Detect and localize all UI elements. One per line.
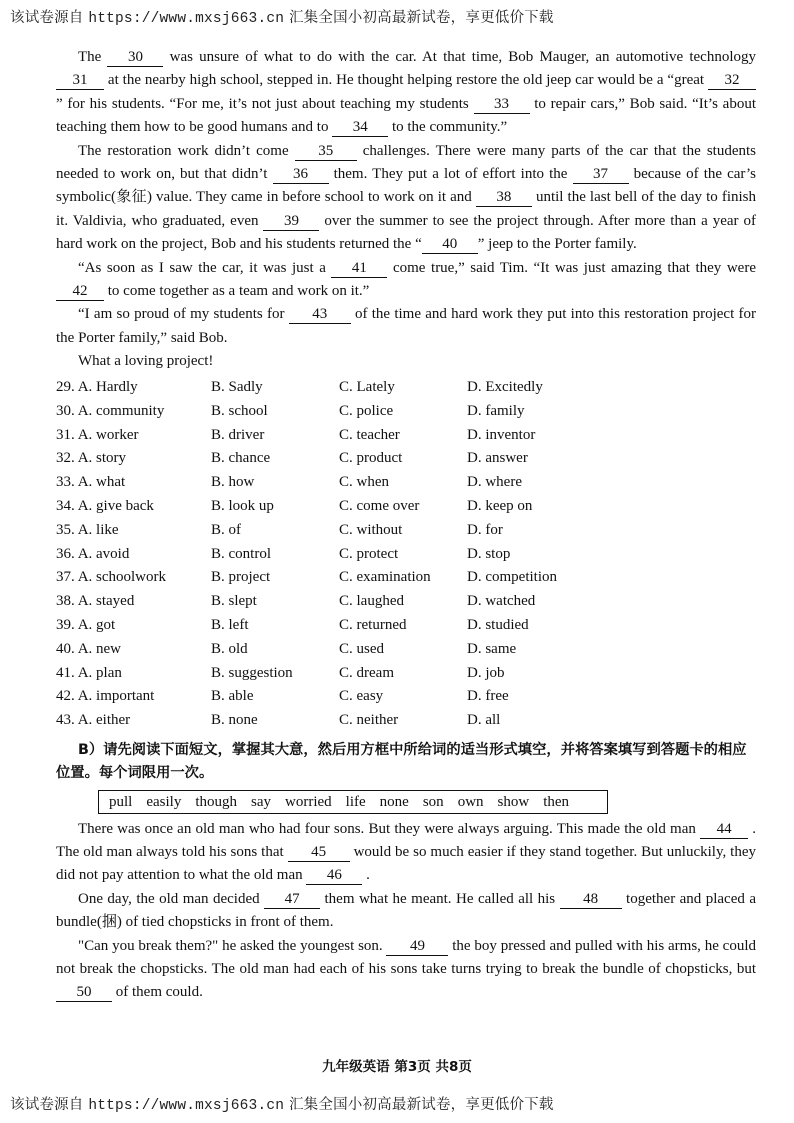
question-number: 29. bbox=[56, 379, 75, 396]
text-segment: together and placed a bundle(捆) of tied chopsticks in front of them. bbox=[56, 890, 756, 931]
option-a[interactable] bbox=[56, 403, 211, 420]
option-b[interactable]: B. control bbox=[211, 545, 271, 562]
blank-43[interactable]: 43 bbox=[289, 306, 351, 324]
blank-37[interactable]: 37 bbox=[573, 166, 629, 184]
option-a-text: A. what bbox=[77, 474, 126, 491]
option-c[interactable]: C. used bbox=[339, 640, 384, 657]
question-number: 37. bbox=[56, 569, 75, 586]
word-bank-box bbox=[98, 790, 608, 814]
section-b-label: B） bbox=[78, 741, 104, 758]
header-url[interactable]: https://www.mxsj663.cn bbox=[88, 11, 285, 27]
text-segment: over the summer to see the project through. After more than a year of hard work on the project, Bob and his students returned the “ bbox=[56, 212, 756, 253]
text-segment: ” for his students. “For me, it’s not just about teaching my students bbox=[56, 95, 474, 112]
text-segment: was unsure of what to do with the car. At that time, Bob Mauger, an automotive technology bbox=[163, 49, 756, 65]
blank-38[interactable]: 38 bbox=[476, 189, 532, 207]
page-number: 九年级英语 第3页 共8页 bbox=[322, 1059, 472, 1075]
option-c[interactable]: C. neither bbox=[339, 712, 399, 729]
option-d[interactable]: D. studied bbox=[467, 617, 529, 634]
word-bank-item: son bbox=[422, 793, 444, 810]
option-row bbox=[56, 423, 756, 447]
blank-31[interactable]: 31 bbox=[56, 72, 104, 90]
text-segment: to the community.” bbox=[388, 119, 508, 136]
option-d[interactable]: D. watched bbox=[467, 593, 536, 610]
question-number: 42. bbox=[56, 688, 75, 705]
blank-34[interactable]: 34 bbox=[332, 119, 388, 137]
options-list bbox=[56, 376, 756, 733]
option-row bbox=[56, 709, 756, 733]
question-number: 33. bbox=[56, 474, 75, 491]
footer-url[interactable]: https://www.mxsj663.cn bbox=[88, 1098, 285, 1114]
word-bank-item: life bbox=[345, 793, 366, 810]
option-b[interactable]: B. left bbox=[211, 617, 249, 634]
blank-39[interactable]: 39 bbox=[263, 213, 319, 231]
text-segment: ” jeep to the Porter family. bbox=[477, 236, 637, 253]
option-row bbox=[56, 447, 756, 471]
word-bank-item: then bbox=[543, 793, 570, 810]
option-d[interactable]: D. Excitedly bbox=[467, 379, 543, 396]
option-a[interactable] bbox=[56, 665, 211, 682]
option-d[interactable]: D. same bbox=[467, 640, 517, 657]
blank-44[interactable]: 44 bbox=[700, 821, 748, 839]
option-c[interactable]: C. Lately bbox=[339, 379, 395, 396]
option-c[interactable]: C. come over bbox=[339, 498, 420, 515]
footer-suffix: 汇集全国小初高最新试卷，享更低价下载 bbox=[284, 1097, 554, 1113]
text-segment: What a loving project! bbox=[78, 353, 214, 370]
question-number: 40. bbox=[56, 640, 75, 657]
blank-30[interactable]: 30 bbox=[107, 49, 163, 67]
option-a[interactable] bbox=[56, 569, 211, 586]
source-header bbox=[10, 6, 554, 27]
option-row bbox=[56, 590, 756, 614]
text-segment: of them could. bbox=[112, 984, 203, 1001]
text-segment: of the time and hard work they put into this restoration project for the Porter family,” said Bob. bbox=[56, 306, 756, 346]
blank-36[interactable]: 36 bbox=[273, 166, 329, 184]
text-segment: come true,” said Tim. “It was just amazing that they were bbox=[387, 259, 756, 276]
option-c[interactable]: C. returned bbox=[339, 617, 407, 634]
word-bank-item: own bbox=[457, 793, 484, 810]
option-b[interactable]: B. look up bbox=[211, 498, 274, 515]
blank-50[interactable]: 50 bbox=[56, 984, 112, 1002]
option-a-text: A. important bbox=[77, 688, 155, 705]
paragraph bbox=[56, 818, 756, 888]
option-a-text: A. story bbox=[77, 450, 127, 467]
blank-41[interactable]: 41 bbox=[331, 260, 387, 278]
text-segment: “As soon as I saw the car, it was just a bbox=[78, 259, 332, 276]
blank-33[interactable]: 33 bbox=[474, 96, 530, 114]
paragraph bbox=[56, 257, 756, 304]
text-segment: . bbox=[362, 867, 370, 884]
option-d[interactable]: D. stop bbox=[467, 545, 511, 562]
blank-45[interactable]: 45 bbox=[288, 844, 350, 862]
word-bank-item: show bbox=[497, 793, 530, 810]
option-b[interactable]: B. old bbox=[211, 640, 248, 657]
option-d[interactable]: D. all bbox=[467, 712, 501, 729]
option-b[interactable]: B. Sadly bbox=[211, 379, 263, 396]
option-b[interactable]: B. driver bbox=[211, 426, 265, 443]
option-row bbox=[56, 614, 756, 638]
paragraph bbox=[56, 350, 756, 373]
option-a[interactable] bbox=[56, 641, 211, 658]
blank-49[interactable]: 49 bbox=[386, 938, 448, 956]
question-number: 30. bbox=[56, 402, 75, 419]
option-d[interactable]: D. where bbox=[467, 474, 522, 491]
option-c[interactable]: C. teacher bbox=[339, 426, 400, 443]
header-prefix: 该试卷源自 bbox=[10, 10, 89, 26]
option-c[interactable]: C. dream bbox=[339, 664, 394, 681]
option-c[interactable]: C. examination bbox=[339, 569, 431, 586]
word-bank-item: none bbox=[379, 793, 409, 810]
option-c[interactable]: C. police bbox=[339, 402, 394, 419]
text-segment: at the nearby high school, stepped in. He thought helping restore the old jeep car would be a “great bbox=[104, 72, 708, 89]
word-bank-item: though bbox=[195, 793, 238, 810]
blank-32[interactable]: 32 bbox=[708, 72, 756, 90]
option-row bbox=[56, 471, 756, 495]
option-b[interactable]: B. suggestion bbox=[211, 664, 293, 681]
option-a[interactable] bbox=[56, 474, 211, 491]
blank-47[interactable]: 47 bbox=[264, 891, 320, 909]
option-c[interactable]: C. protect bbox=[339, 545, 399, 562]
word-bank-item: worried bbox=[285, 793, 332, 810]
option-a[interactable] bbox=[56, 427, 211, 444]
option-row bbox=[56, 399, 756, 423]
question-number: 32. bbox=[56, 450, 75, 467]
option-c[interactable]: C. without bbox=[339, 521, 403, 538]
option-row bbox=[56, 518, 756, 542]
text-segment: . The old man always told his sons that bbox=[56, 820, 757, 861]
option-a[interactable] bbox=[56, 593, 211, 610]
paragraph bbox=[56, 140, 756, 257]
blank-40[interactable]: 40 bbox=[422, 236, 478, 254]
word-bank-item: pull bbox=[109, 793, 133, 810]
option-row bbox=[56, 495, 756, 519]
option-a[interactable] bbox=[56, 546, 211, 563]
option-b[interactable]: B. slept bbox=[211, 593, 257, 610]
word-bank-item: easily bbox=[146, 793, 182, 810]
option-d[interactable]: D. for bbox=[467, 521, 503, 538]
option-b[interactable]: B. chance bbox=[211, 450, 271, 467]
option-a-text: A. worker bbox=[77, 426, 139, 443]
question-number: 34. bbox=[56, 498, 75, 515]
option-a-text: A. schoolwork bbox=[77, 569, 167, 586]
option-a[interactable] bbox=[56, 379, 211, 396]
question-number: 31. bbox=[56, 426, 75, 443]
option-row bbox=[56, 566, 756, 590]
text-segment: "Can you break them?" he asked the youngest son. bbox=[78, 937, 387, 954]
option-a-text: A. stayed bbox=[77, 593, 135, 610]
option-a[interactable] bbox=[56, 522, 211, 539]
blank-42[interactable]: 42 bbox=[56, 283, 104, 301]
option-a-text: A. plan bbox=[77, 664, 122, 681]
word-bank-item: say bbox=[251, 793, 272, 810]
option-a-text: A. avoid bbox=[77, 545, 130, 562]
option-b[interactable]: B. none bbox=[211, 712, 258, 729]
text-segment: The restoration work didn’t come bbox=[78, 142, 295, 159]
passage-b bbox=[56, 818, 756, 1005]
option-a-text: A. new bbox=[77, 640, 122, 657]
section-b-instruction bbox=[56, 739, 756, 785]
option-a[interactable] bbox=[56, 450, 211, 467]
paragraph bbox=[56, 46, 756, 140]
option-a[interactable] bbox=[56, 498, 211, 515]
paragraph bbox=[56, 888, 756, 935]
text-segment: them. They put a lot of effort into the bbox=[328, 166, 573, 183]
text-segment: to repair cars,” Bob said. “It’s about teaching them how to be good humans and to bbox=[56, 95, 756, 136]
question-number: 38. bbox=[56, 593, 75, 610]
footer-prefix: 该试卷源自 bbox=[10, 1097, 89, 1113]
paragraph bbox=[56, 303, 756, 350]
option-row bbox=[56, 685, 756, 709]
paragraph bbox=[56, 935, 756, 1005]
option-a[interactable] bbox=[56, 688, 211, 705]
option-c[interactable]: C. laughed bbox=[339, 593, 404, 610]
option-d[interactable]: D. answer bbox=[467, 450, 528, 467]
text-segment: them what he meant. He called all his bbox=[320, 890, 560, 907]
question-number: 35. bbox=[56, 521, 75, 538]
option-row bbox=[56, 542, 756, 566]
option-c[interactable]: C. product bbox=[339, 450, 403, 467]
option-d[interactable]: D. competition bbox=[467, 569, 557, 586]
blank-35[interactable]: 35 bbox=[295, 143, 357, 161]
option-row bbox=[56, 376, 756, 400]
section-b-text: 请先阅读下面短文，掌握其大意，然后用方框中所给词的适当形式填空，并将答案填写到答题卡的相应位置。每个词限用一次。 bbox=[56, 741, 747, 781]
header-suffix: 汇集全国小初高最新试卷，享更低价下载 bbox=[284, 10, 554, 26]
option-d[interactable]: D. free bbox=[467, 688, 509, 705]
option-b[interactable]: B. able bbox=[211, 688, 254, 705]
option-a[interactable] bbox=[56, 712, 211, 729]
option-b[interactable]: B. school bbox=[211, 402, 268, 419]
option-d[interactable]: D. job bbox=[467, 664, 505, 681]
text-segment: because of the car’s symbolic(象征) value. They came in before school to work on it and bbox=[56, 166, 756, 206]
option-a-text: A. Hardly bbox=[77, 379, 138, 396]
exam-content bbox=[56, 46, 756, 1005]
text-segment: until the last bell of the day to finish it. Valdivia, who graduated, even bbox=[56, 189, 756, 229]
option-a-text: A. community bbox=[77, 402, 165, 419]
question-number: 39. bbox=[56, 617, 75, 634]
option-a[interactable] bbox=[56, 617, 211, 634]
text-segment: the boy pressed and pulled with his arms, he could not break the chopsticks. The old man had each of his sons take turns trying to break the bundle of chopsticks, but bbox=[56, 937, 756, 978]
text-segment: “I am so proud of my students for bbox=[78, 306, 289, 323]
option-a-text: A. like bbox=[77, 521, 119, 538]
option-d[interactable]: D. family bbox=[467, 402, 525, 419]
option-d[interactable]: D. inventor bbox=[467, 426, 536, 443]
text-segment: One day, the old man decided bbox=[78, 890, 265, 907]
question-number: 43. bbox=[56, 712, 75, 729]
blank-46[interactable]: 46 bbox=[306, 867, 362, 885]
text-segment: to come together as a team and work on it.” bbox=[104, 283, 370, 300]
option-b[interactable]: B. how bbox=[211, 474, 255, 491]
passage-a bbox=[56, 46, 756, 374]
text-segment: The bbox=[78, 49, 108, 65]
option-row bbox=[56, 637, 756, 661]
question-number: 36. bbox=[56, 545, 75, 562]
text-segment: There was once an old man who had four sons. But they were always arguing. This made the old man bbox=[78, 820, 701, 837]
blank-48[interactable]: 48 bbox=[560, 891, 622, 909]
option-b[interactable]: B. of bbox=[211, 521, 241, 538]
option-row bbox=[56, 661, 756, 685]
option-a-text: A. give back bbox=[77, 498, 154, 515]
option-d[interactable]: D. keep on bbox=[467, 498, 533, 515]
option-a-text: A. either bbox=[77, 712, 131, 729]
text-segment: would be so much easier if they stand together. But unluckily, they did not pay attention to what the old man bbox=[56, 844, 756, 884]
text-segment: challenges. There were many parts of the car that the students needed to work on, but that didn’t bbox=[56, 142, 756, 183]
source-footer bbox=[10, 1093, 554, 1114]
option-c[interactable]: C. easy bbox=[339, 688, 384, 705]
option-b[interactable]: B. project bbox=[211, 569, 271, 586]
option-a-text: A. got bbox=[77, 617, 116, 634]
option-c[interactable]: C. when bbox=[339, 474, 389, 491]
question-number: 41. bbox=[56, 664, 75, 681]
